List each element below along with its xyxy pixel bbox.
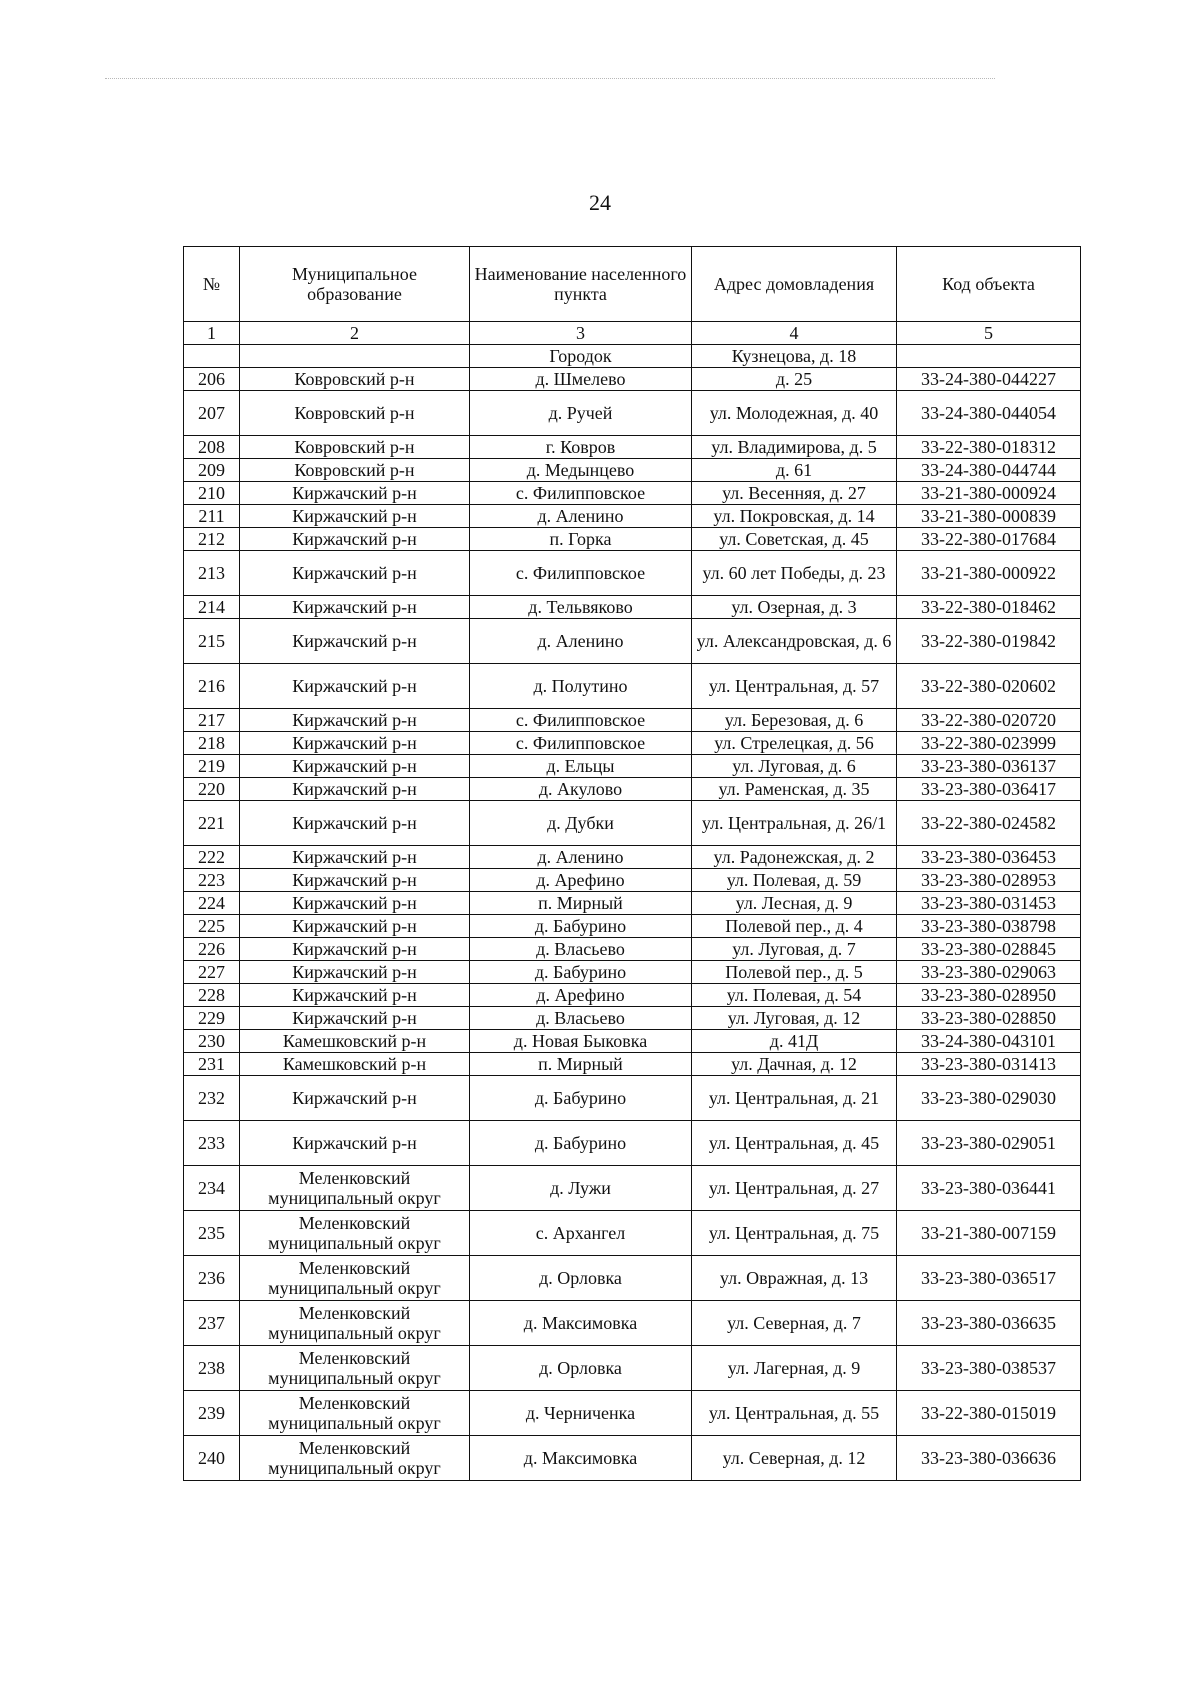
row-number: 209 — [184, 459, 240, 482]
municipality-cell: Киржачский р-н — [240, 619, 470, 664]
object-code-cell: 33-22-380-023999 — [897, 732, 1081, 755]
municipality-cell: Киржачский р-н — [240, 1076, 470, 1121]
object-code-cell: 33-22-380-018462 — [897, 596, 1081, 619]
row-number: 230 — [184, 1030, 240, 1053]
table-row — [184, 778, 1081, 801]
table-row — [184, 1030, 1081, 1053]
row-number: 214 — [184, 596, 240, 619]
table-body — [184, 345, 1081, 1481]
object-code-cell: 33-21-380-000924 — [897, 482, 1081, 505]
row-number: 227 — [184, 961, 240, 984]
settlement-cell: д. Орловка — [470, 1256, 692, 1301]
row-number: 233 — [184, 1121, 240, 1166]
table-row — [184, 732, 1081, 755]
municipality-cell: Ковровский р-н — [240, 459, 470, 482]
municipality-cell: Киржачский р-н — [240, 892, 470, 915]
row-number: 236 — [184, 1256, 240, 1301]
municipality-cell: Ковровский р-н — [240, 391, 470, 436]
municipality-cell: Киржачский р-н — [240, 664, 470, 709]
municipality-cell: Киржачский р-н — [240, 846, 470, 869]
table-row — [184, 482, 1081, 505]
municipality-cell: Киржачский р-н — [240, 915, 470, 938]
row-number: 217 — [184, 709, 240, 732]
municipality-cell: Киржачский р-н — [240, 1121, 470, 1166]
table-row — [184, 961, 1081, 984]
row-number: 207 — [184, 391, 240, 436]
table-row — [184, 1301, 1081, 1346]
object-code-cell: 33-23-380-036417 — [897, 778, 1081, 801]
municipality-cell: Киржачский р-н — [240, 482, 470, 505]
settlement-cell: д. Максимовка — [470, 1301, 692, 1346]
municipality-cell: Меленковский муниципальный округ — [240, 1346, 470, 1391]
address-cell: Полевой пер., д. 4 — [692, 915, 897, 938]
object-code-cell: 33-22-380-017684 — [897, 528, 1081, 551]
settlement-cell: д. Орловка — [470, 1346, 692, 1391]
table-row — [184, 619, 1081, 664]
table-row — [184, 846, 1081, 869]
settlement-cell: д. Арефино — [470, 984, 692, 1007]
municipality-cell: Киржачский р-н — [240, 801, 470, 846]
table-row — [184, 596, 1081, 619]
address-cell: ул. Центральная, д. 55 — [692, 1391, 897, 1436]
settlement-cell: д. Лужи — [470, 1166, 692, 1211]
address-cell: ул. Центральная, д. 45 — [692, 1121, 897, 1166]
row-number: 206 — [184, 368, 240, 391]
row-number: 239 — [184, 1391, 240, 1436]
settlement-cell: д. Аленино — [470, 505, 692, 528]
column-number: 5 — [897, 322, 1081, 345]
object-code-cell: 33-23-380-028950 — [897, 984, 1081, 1007]
address-cell: ул. Северная, д. 7 — [692, 1301, 897, 1346]
municipality-cell: Киржачский р-н — [240, 869, 470, 892]
row-number: 237 — [184, 1301, 240, 1346]
header-address: Адрес домовладения — [692, 247, 897, 322]
address-cell: ул. Центральная, д. 26/1 — [692, 801, 897, 846]
row-number: 213 — [184, 551, 240, 596]
settlement-cell: с. Филипповское — [470, 709, 692, 732]
settlement-cell: д. Черниченка — [470, 1391, 692, 1436]
settlement-cell: п. Горка — [470, 528, 692, 551]
table-row — [184, 892, 1081, 915]
table-row — [184, 391, 1081, 436]
address-cell: ул. Луговая, д. 6 — [692, 755, 897, 778]
settlement-cell: г. Ковров — [470, 436, 692, 459]
settlement-cell: д. Полутино — [470, 664, 692, 709]
municipality-cell: Камешковский р-н — [240, 1053, 470, 1076]
settlement-cell: д. Аленино — [470, 846, 692, 869]
header-row — [184, 247, 1081, 322]
header-number: № — [184, 247, 240, 322]
settlement-cell: д. Акулово — [470, 778, 692, 801]
object-code-cell: 33-22-380-018312 — [897, 436, 1081, 459]
address-cell: ул. Дачная, д. 12 — [692, 1053, 897, 1076]
settlement-cell: п. Мирный — [470, 892, 692, 915]
object-code-cell: 33-24-380-044744 — [897, 459, 1081, 482]
municipality-cell: Киржачский р-н — [240, 528, 470, 551]
municipality-cell: Меленковский муниципальный округ — [240, 1166, 470, 1211]
municipality-cell: Киржачский р-н — [240, 732, 470, 755]
column-number: 4 — [692, 322, 897, 345]
table-row — [184, 1256, 1081, 1301]
settlement-cell: с. Филипповское — [470, 732, 692, 755]
municipality-cell: Киржачский р-н — [240, 709, 470, 732]
row-number: 235 — [184, 1211, 240, 1256]
municipality-cell: Киржачский р-н — [240, 1007, 470, 1030]
address-cell: ул. 60 лет Победы, д. 23 — [692, 551, 897, 596]
address-cell: ул. Березовая, д. 6 — [692, 709, 897, 732]
address-cell: ул. Покровская, д. 14 — [692, 505, 897, 528]
table-row — [184, 709, 1081, 732]
row-number: 219 — [184, 755, 240, 778]
object-code-cell: 33-23-380-038537 — [897, 1346, 1081, 1391]
settlement-cell: д. Дубки — [470, 801, 692, 846]
settlement-cell: д. Бабурино — [470, 961, 692, 984]
object-code-cell: 33-23-380-036636 — [897, 1436, 1081, 1481]
header-settlement: Наименование населенного пункта — [470, 247, 692, 322]
address-cell: ул. Лагерная, д. 9 — [692, 1346, 897, 1391]
settlement-cell: п. Мирный — [470, 1053, 692, 1076]
municipality-cell: Ковровский р-н — [240, 368, 470, 391]
settlement-cell: д. Аленино — [470, 619, 692, 664]
object-code-cell: 33-23-380-029063 — [897, 961, 1081, 984]
object-code-cell: 33-23-380-028953 — [897, 869, 1081, 892]
row-number: 231 — [184, 1053, 240, 1076]
row-number: 215 — [184, 619, 240, 664]
object-code-cell: 33-24-380-044054 — [897, 391, 1081, 436]
municipality-cell: Киржачский р-н — [240, 755, 470, 778]
header-municipality: Муниципальное образование — [240, 247, 470, 322]
settlement-cell: с. Филипповское — [470, 551, 692, 596]
settlement-cell: Городок — [470, 345, 692, 368]
address-cell: ул. Озерная, д. 3 — [692, 596, 897, 619]
municipality-cell: Меленковский муниципальный округ — [240, 1436, 470, 1481]
address-cell: д. 25 — [692, 368, 897, 391]
table-row — [184, 984, 1081, 1007]
table-row — [184, 1007, 1081, 1030]
table-row — [184, 1391, 1081, 1436]
table-row — [184, 1211, 1081, 1256]
municipality-cell: Меленковский муниципальный округ — [240, 1256, 470, 1301]
object-code-cell: 33-23-380-029051 — [897, 1121, 1081, 1166]
object-code-cell: 33-23-380-031413 — [897, 1053, 1081, 1076]
row-number: 211 — [184, 505, 240, 528]
table-row — [184, 436, 1081, 459]
table-row — [184, 1121, 1081, 1166]
address-cell: Кузнецова, д. 18 — [692, 345, 897, 368]
municipality-cell: Киржачский р-н — [240, 551, 470, 596]
object-code-cell: 33-23-380-036453 — [897, 846, 1081, 869]
object-code-cell: 33-23-380-036517 — [897, 1256, 1081, 1301]
address-cell: ул. Овражная, д. 13 — [692, 1256, 897, 1301]
municipality-cell: Киржачский р-н — [240, 505, 470, 528]
settlement-cell: д. Ельцы — [470, 755, 692, 778]
table-row — [184, 528, 1081, 551]
object-code-cell: 33-23-380-036137 — [897, 755, 1081, 778]
object-code-cell: 33-21-380-007159 — [897, 1211, 1081, 1256]
table-row — [184, 1346, 1081, 1391]
column-number: 2 — [240, 322, 470, 345]
settlement-cell: д. Бабурино — [470, 1076, 692, 1121]
municipality-cell: Меленковский муниципальный округ — [240, 1211, 470, 1256]
object-code-cell — [897, 345, 1081, 368]
row-number: 212 — [184, 528, 240, 551]
header-object-code: Код объекта — [897, 247, 1081, 322]
settlement-cell: д. Бабурино — [470, 915, 692, 938]
municipality-cell: Киржачский р-н — [240, 778, 470, 801]
municipality-cell: Киржачский р-н — [240, 984, 470, 1007]
table-row — [184, 505, 1081, 528]
settlement-cell: д. Ручей — [470, 391, 692, 436]
municipality-cell: Киржачский р-н — [240, 938, 470, 961]
object-code-cell: 33-23-380-031453 — [897, 892, 1081, 915]
row-number: 208 — [184, 436, 240, 459]
row-number: 228 — [184, 984, 240, 1007]
page-number: 24 — [589, 190, 611, 215]
table-row — [184, 1053, 1081, 1076]
municipality-cell: Киржачский р-н — [240, 596, 470, 619]
address-cell: д. 41Д — [692, 1030, 897, 1053]
row-number: 234 — [184, 1166, 240, 1211]
settlement-cell: д. Бабурино — [470, 1121, 692, 1166]
settlement-cell: д. Медынцево — [470, 459, 692, 482]
object-code-cell: 33-24-380-044227 — [897, 368, 1081, 391]
row-number: 225 — [184, 915, 240, 938]
object-code-cell: 33-23-380-028845 — [897, 938, 1081, 961]
municipality-cell: Ковровский р-н — [240, 436, 470, 459]
object-code-cell: 33-24-380-043101 — [897, 1030, 1081, 1053]
row-number: 222 — [184, 846, 240, 869]
object-code-cell: 33-23-380-038798 — [897, 915, 1081, 938]
settlement-cell: д. Арефино — [470, 869, 692, 892]
row-number: 240 — [184, 1436, 240, 1481]
address-cell: Полевой пер., д. 5 — [692, 961, 897, 984]
municipality-cell: Камешковский р-н — [240, 1030, 470, 1053]
table-row — [184, 1076, 1081, 1121]
object-code-cell: 33-23-380-028850 — [897, 1007, 1081, 1030]
row-number: 229 — [184, 1007, 240, 1030]
row-number — [184, 345, 240, 368]
scan-artifact-line — [105, 78, 995, 79]
settlement-cell: д. Власьево — [470, 938, 692, 961]
address-cell: ул. Центральная, д. 57 — [692, 664, 897, 709]
table-row — [184, 368, 1081, 391]
object-code-cell: 33-22-380-024582 — [897, 801, 1081, 846]
column-number-row — [184, 322, 1081, 345]
table-row — [184, 915, 1081, 938]
address-cell: ул. Советская, д. 45 — [692, 528, 897, 551]
settlement-cell: д. Власьево — [470, 1007, 692, 1030]
table-row — [184, 664, 1081, 709]
settlement-cell: д. Тельвяково — [470, 596, 692, 619]
address-cell: ул. Полевая, д. 59 — [692, 869, 897, 892]
row-number: 238 — [184, 1346, 240, 1391]
address-cell: ул. Центральная, д. 21 — [692, 1076, 897, 1121]
address-cell: ул. Раменская, д. 35 — [692, 778, 897, 801]
address-cell: д. 61 — [692, 459, 897, 482]
object-code-cell: 33-23-380-036635 — [897, 1301, 1081, 1346]
municipality-cell: Меленковский муниципальный округ — [240, 1391, 470, 1436]
address-cell: ул. Центральная, д. 27 — [692, 1166, 897, 1211]
table-row — [184, 551, 1081, 596]
settlement-cell: с. Филипповское — [470, 482, 692, 505]
municipality-cell: Меленковский муниципальный округ — [240, 1301, 470, 1346]
table-row — [184, 938, 1081, 961]
object-code-cell: 33-22-380-019842 — [897, 619, 1081, 664]
object-code-cell: 33-22-380-015019 — [897, 1391, 1081, 1436]
column-number: 3 — [470, 322, 692, 345]
row-number: 232 — [184, 1076, 240, 1121]
row-number: 226 — [184, 938, 240, 961]
address-cell: ул. Весенняя, д. 27 — [692, 482, 897, 505]
table-row — [184, 1436, 1081, 1481]
object-code-cell: 33-23-380-029030 — [897, 1076, 1081, 1121]
object-code-cell: 33-22-380-020602 — [897, 664, 1081, 709]
address-cell: ул. Северная, д. 12 — [692, 1436, 897, 1481]
row-number: 220 — [184, 778, 240, 801]
table-row — [184, 755, 1081, 778]
registry-table — [183, 246, 1081, 1481]
object-code-cell: 33-21-380-000922 — [897, 551, 1081, 596]
address-cell: ул. Молодежная, д. 40 — [692, 391, 897, 436]
address-cell: ул. Радонежская, д. 2 — [692, 846, 897, 869]
settlement-cell: д. Максимовка — [470, 1436, 692, 1481]
table-row — [184, 459, 1081, 482]
table-row — [184, 801, 1081, 846]
address-cell: ул. Александровская, д. 6 — [692, 619, 897, 664]
table-row — [184, 869, 1081, 892]
settlement-cell: д. Новая Быковка — [470, 1030, 692, 1053]
address-cell: ул. Полевая, д. 54 — [692, 984, 897, 1007]
address-cell: ул. Луговая, д. 12 — [692, 1007, 897, 1030]
row-number: 218 — [184, 732, 240, 755]
address-cell: ул. Владимирова, д. 5 — [692, 436, 897, 459]
object-code-cell: 33-21-380-000839 — [897, 505, 1081, 528]
address-cell: ул. Лесная, д. 9 — [692, 892, 897, 915]
column-number: 1 — [184, 322, 240, 345]
row-number: 216 — [184, 664, 240, 709]
table-row — [184, 1166, 1081, 1211]
address-cell: ул. Луговая, д. 7 — [692, 938, 897, 961]
row-number: 224 — [184, 892, 240, 915]
municipality-cell — [240, 345, 470, 368]
row-number: 221 — [184, 801, 240, 846]
address-cell: ул. Центральная, д. 75 — [692, 1211, 897, 1256]
settlement-cell: д. Шмелево — [470, 368, 692, 391]
row-number: 210 — [184, 482, 240, 505]
object-code-cell: 33-23-380-036441 — [897, 1166, 1081, 1211]
object-code-cell: 33-22-380-020720 — [897, 709, 1081, 732]
address-cell: ул. Стрелецкая, д. 56 — [692, 732, 897, 755]
municipality-cell: Киржачский р-н — [240, 961, 470, 984]
row-number: 223 — [184, 869, 240, 892]
table-row — [184, 345, 1081, 368]
settlement-cell: с. Архангел — [470, 1211, 692, 1256]
